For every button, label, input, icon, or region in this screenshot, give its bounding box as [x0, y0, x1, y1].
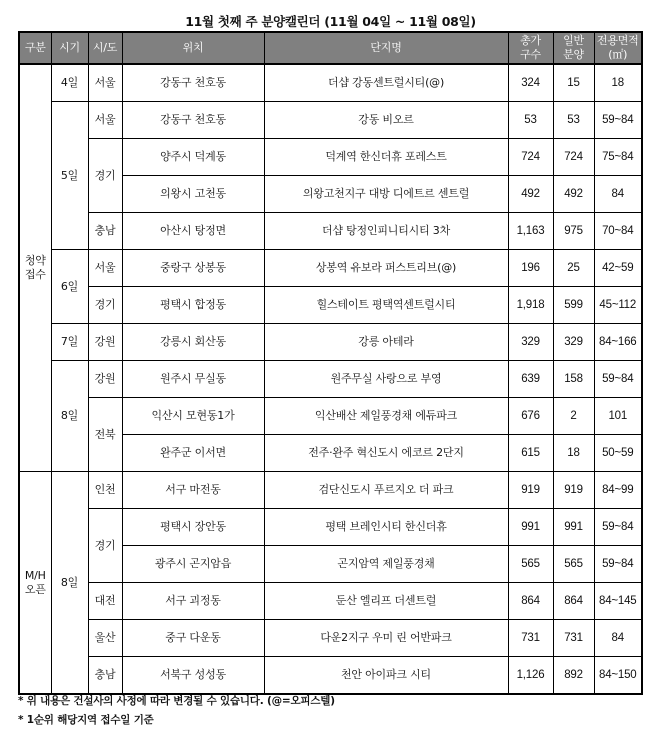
area-cell: 18: [594, 64, 642, 102]
region-cell: 서울: [88, 250, 122, 287]
complex-cell: 검단신도시 푸르지오 더 파크: [264, 472, 508, 509]
area-cell: 45~112: [594, 287, 642, 324]
total-units-cell: 1,126: [508, 657, 553, 695]
total-units-cell: 1,163: [508, 213, 553, 250]
table-row: [19, 657, 642, 695]
general-units-cell: 731: [553, 620, 594, 657]
complex-cell: 더샵 강동센트럴시티(@): [264, 64, 508, 102]
region-cell: 울산: [88, 620, 122, 657]
header-total-units: 총가 구수: [508, 32, 553, 64]
location-cell: 강동구 천호동: [122, 102, 264, 139]
complex-cell: 천안 아이파크 시티: [264, 657, 508, 695]
general-units-cell: 975: [553, 213, 594, 250]
complex-cell: 강릉 아테라: [264, 324, 508, 361]
subscription-calendar-table: [18, 31, 643, 695]
date-cell: 7일: [51, 324, 88, 361]
table-header-row: [19, 32, 642, 64]
region-cell: 서울: [88, 102, 122, 139]
complex-cell: 다운2지구 우미 린 어반파크: [264, 620, 508, 657]
general-units-cell: 919: [553, 472, 594, 509]
table-row: [19, 64, 642, 102]
location-cell: 중구 다운동: [122, 620, 264, 657]
general-units-cell: 492: [553, 176, 594, 213]
location-cell: 평택시 장안동: [122, 509, 264, 546]
location-cell: 양주시 덕계동: [122, 139, 264, 176]
header-general-units: 일반 분양: [553, 32, 594, 64]
area-cell: 101: [594, 398, 642, 435]
location-cell: 평택시 합정동: [122, 287, 264, 324]
total-units-cell: 991: [508, 509, 553, 546]
total-units-cell: 324: [508, 64, 553, 102]
general-units-cell: 329: [553, 324, 594, 361]
date-cell: 8일: [51, 361, 88, 472]
location-cell: 아산시 탕정면: [122, 213, 264, 250]
general-units-cell: 599: [553, 287, 594, 324]
total-units-cell: 1,918: [508, 287, 553, 324]
area-cell: 59~84: [594, 546, 642, 583]
area-cell: 59~84: [594, 509, 642, 546]
region-cell: 전북: [88, 398, 122, 472]
region-cell: 서울: [88, 64, 122, 102]
location-cell: 원주시 무실동: [122, 361, 264, 398]
footnote-first-priority: * 1순위 해당지역 접수일 기준: [18, 714, 154, 726]
table-row: [19, 213, 642, 250]
complex-cell: 원주무실 사랑으로 부영: [264, 361, 508, 398]
table-row: [19, 398, 642, 435]
date-cell: 4일: [51, 64, 88, 102]
location-cell: 강동구 천호동: [122, 64, 264, 102]
total-units-cell: 724: [508, 139, 553, 176]
table-row: [19, 620, 642, 657]
complex-cell: 전주·완주 혁신도시 에코르 2단지: [264, 435, 508, 472]
complex-cell: 더샵 탕정인피니티시티 3차: [264, 213, 508, 250]
total-units-cell: 615: [508, 435, 553, 472]
complex-cell: 둔산 엘리프 더센트럴: [264, 583, 508, 620]
location-cell: 서구 괴정동: [122, 583, 264, 620]
location-cell: 의왕시 고천동: [122, 176, 264, 213]
area-cell: 84~166: [594, 324, 642, 361]
total-units-cell: 53: [508, 102, 553, 139]
header-complex: 단지명: [264, 32, 508, 64]
region-cell: 대전: [88, 583, 122, 620]
date-cell: 5일: [51, 102, 88, 250]
general-units-cell: 15: [553, 64, 594, 102]
table-row: [19, 102, 642, 139]
location-cell: 서구 마전동: [122, 472, 264, 509]
region-cell: 경기: [88, 139, 122, 213]
general-units-cell: 18: [553, 435, 594, 472]
area-cell: 84~145: [594, 583, 642, 620]
total-units-cell: 676: [508, 398, 553, 435]
table-row: [19, 250, 642, 287]
header-location: 위치: [122, 32, 264, 64]
table-row: [19, 139, 642, 176]
general-units-cell: 565: [553, 546, 594, 583]
area-cell: 84: [594, 176, 642, 213]
total-units-cell: 329: [508, 324, 553, 361]
complex-cell: 덕계역 한신더휴 포레스트: [264, 139, 508, 176]
complex-cell: 평택 브레인시티 한신더휴: [264, 509, 508, 546]
general-units-cell: 53: [553, 102, 594, 139]
complex-cell: 익산배산 제일풍경채 에듀파크: [264, 398, 508, 435]
total-units-cell: 731: [508, 620, 553, 657]
location-cell: 중랑구 상봉동: [122, 250, 264, 287]
category-cell-subscription: 청약 접수: [19, 64, 51, 472]
region-cell: 강원: [88, 361, 122, 398]
complex-cell: 의왕고천지구 대방 디에트르 센트럴: [264, 176, 508, 213]
area-cell: 50~59: [594, 435, 642, 472]
area-cell: 59~84: [594, 102, 642, 139]
general-units-cell: 724: [553, 139, 594, 176]
area-cell: 42~59: [594, 250, 642, 287]
region-cell: 경기: [88, 287, 122, 324]
area-cell: 59~84: [594, 361, 642, 398]
table-row: [19, 324, 642, 361]
table-row: [19, 583, 642, 620]
table-row: [19, 472, 642, 509]
header-date: 시기: [51, 32, 88, 64]
area-cell: 75~84: [594, 139, 642, 176]
total-units-cell: 864: [508, 583, 553, 620]
region-cell: 충남: [88, 213, 122, 250]
table-row: [19, 361, 642, 398]
location-cell: 광주시 곤지암읍: [122, 546, 264, 583]
total-units-cell: 639: [508, 361, 553, 398]
header-area: 전용면적 (㎡): [594, 32, 642, 64]
general-units-cell: 892: [553, 657, 594, 695]
header-region: 시/도: [88, 32, 122, 64]
table-row: [19, 287, 642, 324]
date-cell: 6일: [51, 250, 88, 324]
total-units-cell: 196: [508, 250, 553, 287]
general-units-cell: 158: [553, 361, 594, 398]
location-cell: 강릉시 회산동: [122, 324, 264, 361]
region-cell: 강원: [88, 324, 122, 361]
region-cell: 경기: [88, 509, 122, 583]
complex-cell: 힐스테이트 평택역센트럴시티: [264, 287, 508, 324]
location-cell: 익산시 모현동1가: [122, 398, 264, 435]
complex-cell: 곤지암역 제일풍경채: [264, 546, 508, 583]
table-row: [19, 509, 642, 546]
complex-cell: 강동 비오르: [264, 102, 508, 139]
general-units-cell: 2: [553, 398, 594, 435]
header-category: 구분: [19, 32, 51, 64]
general-units-cell: 25: [553, 250, 594, 287]
region-cell: 인천: [88, 472, 122, 509]
general-units-cell: 864: [553, 583, 594, 620]
location-cell: 완주군 이서면: [122, 435, 264, 472]
area-cell: 84~99: [594, 472, 642, 509]
category-cell-model-house-open: M/H 오픈: [19, 472, 51, 695]
area-cell: 70~84: [594, 213, 642, 250]
page-title: 11월 첫째 주 분양캘린더 (11월 04일 ~ 11월 08일): [185, 14, 476, 29]
total-units-cell: 919: [508, 472, 553, 509]
date-cell: 8일: [51, 472, 88, 695]
footnote-change-notice: * 위 내용은 건설사의 사정에 따라 변경될 수 있습니다. (@=오피스텔): [18, 695, 335, 707]
total-units-cell: 492: [508, 176, 553, 213]
general-units-cell: 991: [553, 509, 594, 546]
area-cell: 84~150: [594, 657, 642, 695]
location-cell: 서북구 성성동: [122, 657, 264, 695]
area-cell: 84: [594, 620, 642, 657]
region-cell: 충남: [88, 657, 122, 695]
complex-cell: 상봉역 유보라 퍼스트리브(@): [264, 250, 508, 287]
total-units-cell: 565: [508, 546, 553, 583]
